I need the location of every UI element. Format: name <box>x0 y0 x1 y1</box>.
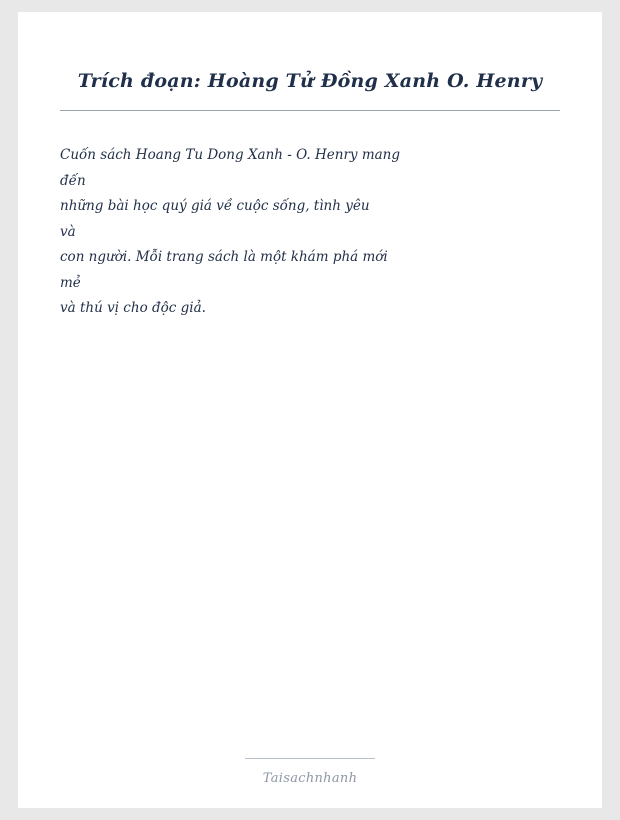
page-title: Trích đoạn: Hoàng Tử Đồng Xanh O. Henry <box>77 70 543 92</box>
body-line: con người. Mỗi trang sách là một khám phá mới <box>60 249 388 265</box>
document-body <box>60 143 560 322</box>
body-line: và <box>60 223 76 240</box>
page-content <box>18 12 602 808</box>
page-footer <box>60 758 560 808</box>
body-line: Cuốn sách Hoang Tu Dong Xanh - O. Henry mang <box>60 147 401 163</box>
body-line: và thú vị cho độc giả. <box>60 300 206 316</box>
body-line: đến <box>60 172 86 189</box>
footer-attribution: Taisachnhanh <box>262 771 358 786</box>
body-line: những bài học quý giá về cuộc sống, tình yêu <box>60 198 370 214</box>
body-spacer <box>60 322 560 759</box>
body-line: mẻ <box>60 274 81 291</box>
title-divider <box>60 110 560 111</box>
footer-divider <box>245 758 375 759</box>
document-page <box>18 12 602 808</box>
